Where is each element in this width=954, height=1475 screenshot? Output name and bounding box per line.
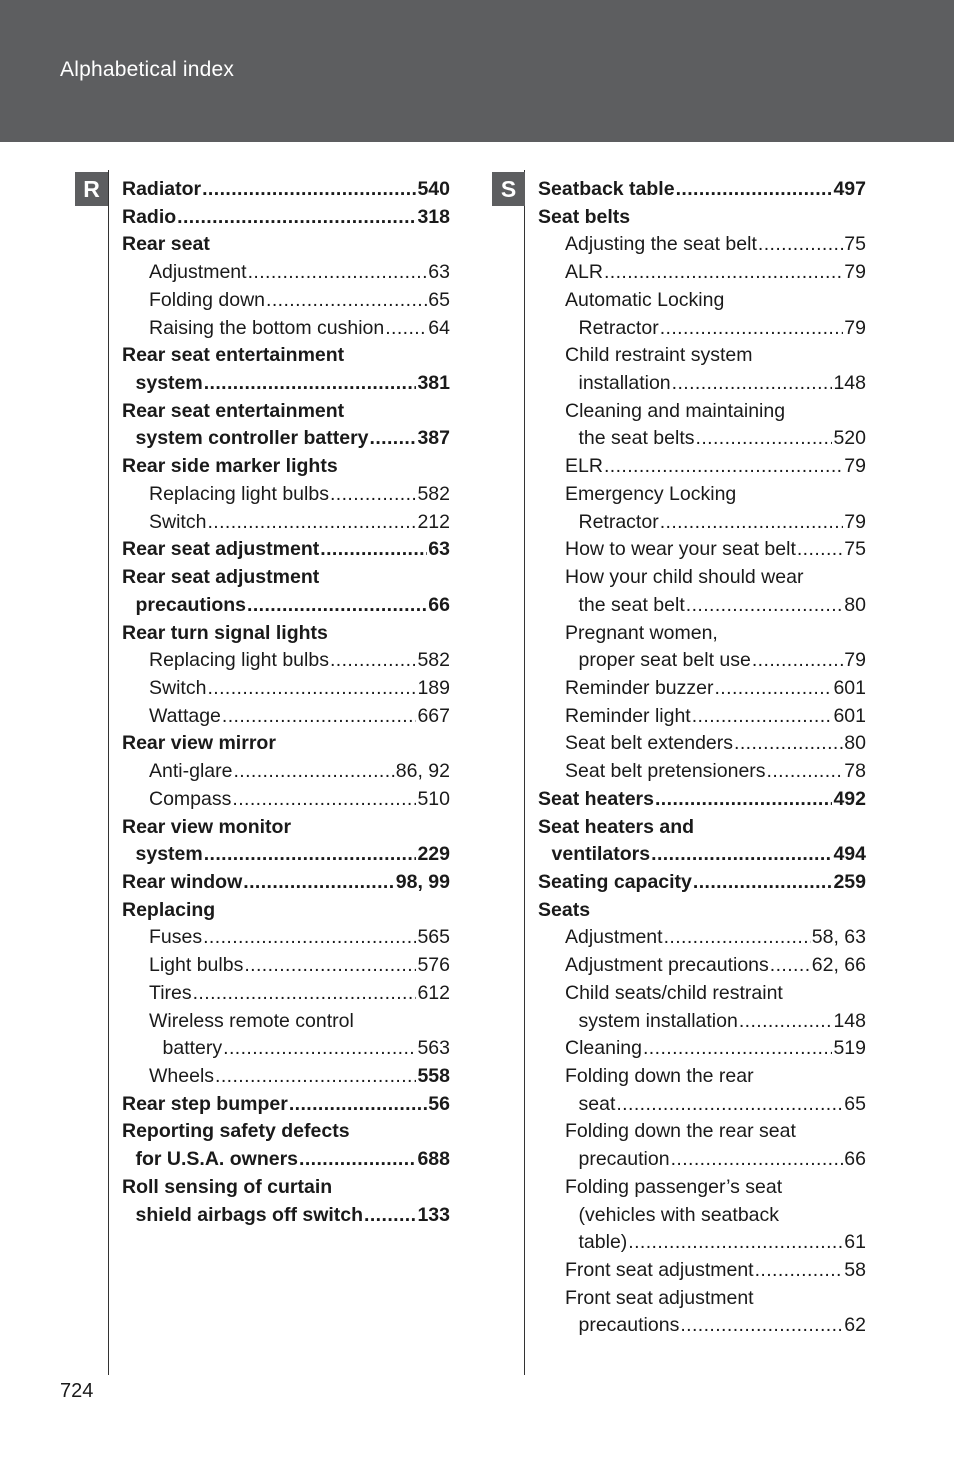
index-entry bbox=[538, 1117, 866, 1145]
entry-page: 62, 66 bbox=[811, 954, 866, 977]
entry-page: 79 bbox=[844, 455, 866, 478]
leader-dots bbox=[604, 258, 843, 286]
index-entry bbox=[538, 563, 866, 591]
entry-term: Rear view monitor bbox=[122, 815, 292, 838]
leader-dots bbox=[289, 1090, 427, 1118]
leader-dots bbox=[232, 785, 416, 813]
leader-dots bbox=[364, 1201, 416, 1229]
leader-dots bbox=[247, 591, 427, 619]
entry-term: shield airbags off switch bbox=[135, 1203, 364, 1226]
entry-term: Child restraint system bbox=[565, 344, 753, 367]
index-entry bbox=[122, 868, 450, 896]
entry-term: installation bbox=[578, 372, 671, 395]
entry-term: seat bbox=[578, 1092, 616, 1115]
entry-term: ALR bbox=[565, 261, 603, 284]
entry-term: ELR bbox=[565, 455, 603, 478]
entry-term: Rear side marker lights bbox=[122, 455, 338, 478]
index-entry bbox=[122, 646, 450, 674]
column-rule-left bbox=[108, 170, 109, 1375]
index-entry bbox=[122, 702, 450, 730]
entry-page: 510 bbox=[417, 787, 450, 810]
leader-dots bbox=[651, 840, 832, 868]
index-entry bbox=[122, 563, 450, 591]
entry-page: 79 bbox=[844, 261, 866, 284]
leader-dots bbox=[752, 646, 843, 674]
entry-page: 582 bbox=[417, 649, 450, 672]
entry-page: 86, 92 bbox=[395, 760, 450, 783]
index-entry bbox=[538, 646, 866, 674]
index-entry bbox=[122, 1201, 450, 1229]
leader-dots bbox=[385, 314, 427, 342]
entry-term: Seat heaters and bbox=[538, 815, 695, 838]
leader-dots bbox=[193, 979, 417, 1007]
index-entry bbox=[122, 286, 450, 314]
entry-term: Raising the bottom cushion bbox=[149, 316, 385, 339]
index-entry bbox=[538, 369, 866, 397]
entry-term: Adjustment bbox=[565, 926, 663, 949]
leader-dots bbox=[739, 1007, 833, 1035]
entry-page: 601 bbox=[833, 704, 866, 727]
entry-term: Adjustment precautions bbox=[565, 954, 769, 977]
entry-term: Pregnant women, bbox=[565, 621, 718, 644]
entry-term: Rear seat entertainment bbox=[122, 399, 345, 422]
index-entry bbox=[122, 369, 450, 397]
entry-term: Folding down bbox=[149, 288, 265, 311]
entry-term: Folding passenger’s seat bbox=[565, 1175, 783, 1198]
column-rule-right bbox=[524, 170, 525, 1375]
entry-page: 381 bbox=[417, 372, 450, 395]
leader-dots bbox=[177, 203, 416, 231]
entry-term: Emergency Locking bbox=[565, 482, 737, 505]
page-header bbox=[0, 0, 954, 142]
index-entry bbox=[122, 674, 450, 702]
leader-dots bbox=[660, 508, 844, 536]
entry-term: Tires bbox=[149, 981, 192, 1004]
section-letter-r: R bbox=[75, 172, 108, 206]
leader-dots bbox=[628, 1228, 843, 1256]
leader-dots bbox=[223, 1034, 416, 1062]
entry-term: Reminder buzzer bbox=[565, 676, 714, 699]
index-entry bbox=[538, 757, 866, 785]
index-entry bbox=[538, 868, 866, 896]
entry-page: 148 bbox=[833, 1009, 866, 1032]
leader-dots bbox=[330, 480, 417, 508]
entry-term: Anti-glare bbox=[149, 760, 233, 783]
entry-page: 387 bbox=[417, 427, 450, 450]
entry-term: Seat belt pretensioners bbox=[565, 760, 766, 783]
entry-page: 61 bbox=[844, 1231, 866, 1254]
entry-term: Light bulbs bbox=[149, 954, 244, 977]
entry-term: Wireless remote control bbox=[149, 1009, 354, 1032]
entry-page: 212 bbox=[417, 510, 450, 533]
entry-page: 58 bbox=[844, 1259, 866, 1282]
index-entry bbox=[538, 258, 866, 286]
index-entry bbox=[538, 1201, 866, 1229]
entry-page: 78 bbox=[844, 760, 866, 783]
entry-term: ventilators bbox=[551, 843, 651, 866]
entry-page: 56 bbox=[428, 1092, 450, 1115]
index-entry bbox=[538, 951, 866, 979]
entry-term: Rear view mirror bbox=[122, 732, 276, 755]
index-entry bbox=[538, 175, 866, 203]
entry-term: Seatback table bbox=[538, 178, 675, 200]
entry-term: Retractor bbox=[578, 316, 659, 339]
entry-term: Rear seat entertainment bbox=[122, 344, 345, 367]
entry-page: 582 bbox=[417, 482, 450, 505]
index-entry bbox=[538, 674, 866, 702]
entry-term: precaution bbox=[578, 1148, 670, 1171]
index-entry bbox=[122, 230, 450, 258]
index-entry bbox=[538, 508, 866, 536]
entry-page: 66 bbox=[428, 593, 450, 616]
leader-dots bbox=[215, 1062, 416, 1090]
leader-dots bbox=[755, 1256, 844, 1284]
leader-dots bbox=[299, 1145, 416, 1173]
index-entry bbox=[538, 1284, 866, 1312]
index-entry bbox=[538, 535, 866, 563]
entry-term: Wattage bbox=[149, 704, 221, 727]
entry-term: Radio bbox=[122, 205, 177, 228]
index-entry bbox=[122, 757, 450, 785]
entry-term: system bbox=[135, 372, 203, 395]
leader-dots bbox=[222, 702, 417, 730]
entry-term: Seat belts bbox=[538, 205, 631, 228]
index-entry bbox=[538, 591, 866, 619]
leader-dots bbox=[616, 1090, 843, 1118]
leader-dots bbox=[370, 424, 417, 452]
index-entry bbox=[122, 508, 450, 536]
entry-term: Adjusting the seat belt bbox=[565, 233, 757, 256]
index-entry bbox=[122, 813, 450, 841]
entry-term: battery bbox=[162, 1037, 223, 1060]
leader-dots bbox=[203, 923, 416, 951]
entry-page: 520 bbox=[833, 427, 866, 450]
entry-page: 558 bbox=[417, 1065, 450, 1087]
leader-dots bbox=[758, 230, 843, 258]
index-entry bbox=[538, 619, 866, 647]
entry-term: Rear turn signal lights bbox=[122, 621, 328, 644]
index-entry bbox=[122, 923, 450, 951]
index-entry bbox=[538, 1090, 866, 1118]
entry-page: 540 bbox=[417, 178, 450, 200]
index-entry bbox=[122, 397, 450, 425]
header-title: Alphabetical index bbox=[60, 58, 235, 81]
entry-page: 492 bbox=[833, 787, 866, 810]
index-entry bbox=[538, 480, 866, 508]
entry-page: 494 bbox=[833, 843, 866, 866]
entry-page: 565 bbox=[417, 926, 450, 949]
index-entry bbox=[122, 951, 450, 979]
entry-page: 576 bbox=[417, 954, 450, 977]
index-entry bbox=[122, 1117, 450, 1145]
index-entry bbox=[538, 785, 866, 813]
leader-dots bbox=[676, 175, 833, 203]
entry-page: 497 bbox=[833, 178, 866, 200]
leader-dots bbox=[202, 175, 416, 203]
index-column-r bbox=[122, 175, 450, 1228]
entry-term: Radiator bbox=[122, 178, 202, 200]
entry-page: 79 bbox=[844, 649, 866, 672]
index-entry bbox=[122, 1034, 450, 1062]
index-entry bbox=[538, 813, 866, 841]
entry-term: Switch bbox=[149, 676, 207, 699]
entry-term: Cleaning and maintaining bbox=[565, 399, 786, 422]
index-entry bbox=[538, 314, 866, 342]
entry-page: 75 bbox=[844, 233, 866, 256]
index-entry bbox=[538, 1007, 866, 1035]
index-entry bbox=[122, 1007, 450, 1035]
entry-term: Rear seat adjustment bbox=[122, 538, 320, 561]
index-entry bbox=[122, 258, 450, 286]
entry-term: proper seat belt use bbox=[578, 649, 751, 672]
entry-page: 229 bbox=[417, 843, 450, 866]
entry-term: the seat belt bbox=[578, 593, 685, 616]
entry-page: 612 bbox=[417, 981, 450, 1004]
entry-term: Fuses bbox=[149, 926, 203, 949]
index-entry bbox=[122, 203, 450, 231]
entry-term: Cleaning bbox=[565, 1037, 642, 1060]
entry-page: 189 bbox=[417, 676, 450, 699]
entry-page: 519 bbox=[833, 1037, 866, 1060]
entry-page: 80 bbox=[844, 593, 866, 616]
leader-dots bbox=[693, 868, 833, 896]
entry-page: 63 bbox=[428, 261, 450, 284]
index-entry bbox=[538, 341, 866, 369]
entry-page: 58, 63 bbox=[811, 926, 866, 949]
index-entry bbox=[122, 1173, 450, 1201]
entry-page: 148 bbox=[833, 372, 866, 395]
index-entry bbox=[538, 1062, 866, 1090]
entry-page: 64 bbox=[428, 316, 450, 339]
entry-page: 65 bbox=[844, 1092, 866, 1115]
index-entry bbox=[538, 702, 866, 730]
index-entry bbox=[122, 1145, 450, 1173]
entry-term: Seats bbox=[538, 898, 591, 921]
leader-dots bbox=[320, 535, 427, 563]
entry-page: 318 bbox=[417, 205, 450, 228]
leader-dots bbox=[243, 868, 395, 896]
entry-term: Rear seat adjustment bbox=[122, 566, 320, 589]
index-entry bbox=[122, 314, 450, 342]
index-entry bbox=[122, 175, 450, 203]
entry-term: Replacing light bulbs bbox=[149, 482, 329, 505]
index-entry bbox=[538, 1173, 866, 1201]
leader-dots bbox=[204, 840, 417, 868]
entry-term: Wheels bbox=[149, 1065, 215, 1087]
entry-term: Switch bbox=[149, 510, 207, 533]
index-entry bbox=[122, 979, 450, 1007]
entry-term: Folding down the rear seat bbox=[565, 1120, 796, 1143]
index-entry bbox=[538, 979, 866, 1007]
entry-term: Replacing bbox=[122, 898, 216, 921]
index-entry bbox=[122, 341, 450, 369]
index-entry bbox=[538, 896, 866, 924]
leader-dots bbox=[770, 951, 811, 979]
entry-page: 79 bbox=[844, 316, 866, 339]
leader-dots bbox=[680, 1311, 843, 1339]
entry-term: Seat belt extenders bbox=[565, 732, 734, 755]
index-entry bbox=[122, 591, 450, 619]
entry-term: Child seats/child restraint bbox=[565, 981, 783, 1004]
entry-page: 80 bbox=[844, 732, 866, 755]
index-entry bbox=[538, 1228, 866, 1256]
leader-dots bbox=[686, 591, 844, 619]
entry-term: Reporting safety defects bbox=[122, 1120, 350, 1143]
page-number: 724 bbox=[60, 1380, 94, 1402]
leader-dots bbox=[671, 1145, 844, 1173]
entry-term: Roll sensing of curtain bbox=[122, 1175, 333, 1198]
leader-dots bbox=[266, 286, 427, 314]
entry-page: 133 bbox=[417, 1203, 450, 1226]
entry-page: 66 bbox=[844, 1148, 866, 1171]
index-entry bbox=[122, 619, 450, 647]
leader-dots bbox=[696, 424, 833, 452]
index-entry bbox=[538, 424, 866, 452]
entry-term: Compass bbox=[149, 787, 232, 810]
leader-dots bbox=[604, 452, 843, 480]
leader-dots bbox=[248, 258, 428, 286]
index-entry bbox=[122, 480, 450, 508]
entry-term: Seating capacity bbox=[538, 870, 692, 893]
entry-page: 98, 99 bbox=[395, 870, 450, 893]
index-entry bbox=[538, 923, 866, 951]
entry-page: 667 bbox=[417, 704, 450, 727]
leader-dots bbox=[767, 757, 844, 785]
entry-term: How your child should wear bbox=[565, 566, 804, 589]
index-entry bbox=[538, 203, 866, 231]
entry-term: Rear window bbox=[122, 870, 243, 893]
leader-dots bbox=[797, 535, 843, 563]
entry-page: 259 bbox=[833, 870, 866, 893]
entry-page: 601 bbox=[833, 676, 866, 699]
index-entry bbox=[538, 452, 866, 480]
entry-term: Folding down the rear bbox=[565, 1065, 754, 1087]
leader-dots bbox=[692, 702, 833, 730]
leader-dots bbox=[672, 369, 833, 397]
index-entry bbox=[538, 840, 866, 868]
index-entry bbox=[538, 397, 866, 425]
entry-term: system installation bbox=[578, 1009, 738, 1032]
index-entry bbox=[122, 535, 450, 563]
leader-dots bbox=[660, 314, 844, 342]
entry-term: table) bbox=[578, 1231, 628, 1254]
entry-term: (vehicles with seatback bbox=[578, 1203, 780, 1226]
leader-dots bbox=[664, 923, 811, 951]
leader-dots bbox=[207, 508, 416, 536]
entry-term: Automatic Locking bbox=[565, 288, 725, 311]
index-entry bbox=[538, 1311, 866, 1339]
index-entry bbox=[122, 785, 450, 813]
entry-term: Replacing light bulbs bbox=[149, 649, 329, 672]
leader-dots bbox=[207, 674, 416, 702]
entry-term: for U.S.A. owners bbox=[135, 1148, 299, 1171]
entry-term: precautions bbox=[135, 593, 247, 616]
entry-term: Front seat adjustment bbox=[565, 1259, 754, 1282]
index-entry bbox=[122, 424, 450, 452]
entry-page: 65 bbox=[428, 288, 450, 311]
entry-term: Seat heaters bbox=[538, 787, 654, 810]
entry-term: How to wear your seat belt bbox=[565, 538, 796, 561]
index-entry bbox=[122, 1062, 450, 1090]
index-entry bbox=[538, 729, 866, 757]
entry-term: Front seat adjustment bbox=[565, 1286, 754, 1309]
index-entry bbox=[538, 1034, 866, 1062]
index-entry bbox=[122, 452, 450, 480]
leader-dots bbox=[204, 369, 417, 397]
entry-page: 79 bbox=[844, 510, 866, 533]
index-entry bbox=[122, 729, 450, 757]
index-entry bbox=[538, 286, 866, 314]
leader-dots bbox=[643, 1034, 832, 1062]
entry-term: Retractor bbox=[578, 510, 659, 533]
entry-page: 75 bbox=[844, 538, 866, 561]
index-entry bbox=[122, 840, 450, 868]
entry-term: Rear seat bbox=[122, 233, 210, 256]
index-entry bbox=[538, 230, 866, 258]
entry-page: 563 bbox=[417, 1037, 450, 1060]
index-entry bbox=[122, 1090, 450, 1118]
entry-page: 688 bbox=[417, 1148, 450, 1171]
entry-term: precautions bbox=[578, 1314, 680, 1337]
entry-term: Rear step bumper bbox=[122, 1092, 288, 1115]
index-entry bbox=[538, 1256, 866, 1284]
leader-dots bbox=[714, 674, 832, 702]
leader-dots bbox=[233, 757, 394, 785]
entry-term: Adjustment bbox=[149, 261, 247, 284]
index-entry bbox=[122, 896, 450, 924]
section-letter-s: S bbox=[492, 172, 525, 206]
index-column-s bbox=[538, 175, 866, 1339]
entry-page: 63 bbox=[428, 538, 450, 561]
entry-term: the seat belts bbox=[578, 427, 695, 450]
entry-term: Reminder light bbox=[565, 704, 691, 727]
entry-term: system controller battery bbox=[135, 427, 369, 450]
entry-page: 62 bbox=[844, 1314, 866, 1337]
leader-dots bbox=[655, 785, 832, 813]
leader-dots bbox=[734, 729, 843, 757]
entry-term: system bbox=[135, 843, 203, 866]
leader-dots bbox=[244, 951, 416, 979]
leader-dots bbox=[330, 646, 417, 674]
index-entry bbox=[538, 1145, 866, 1173]
